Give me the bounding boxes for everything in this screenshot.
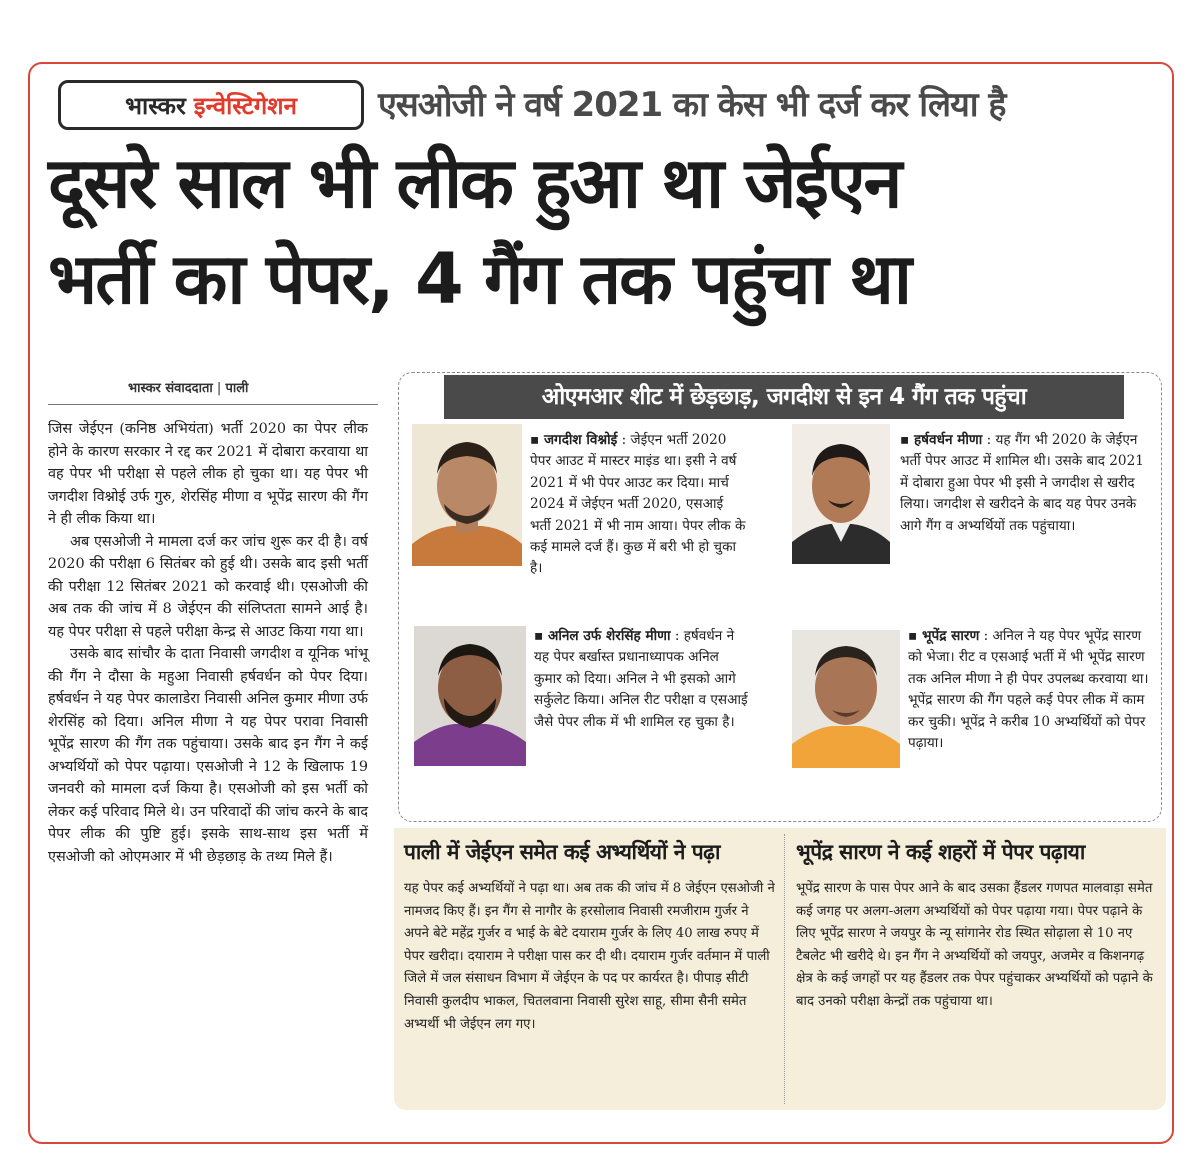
- bottom-heading-pali: पाली में जेईएन समेत कई अभ्यर्थियों ने पढ़ा: [404, 840, 720, 864]
- byline-reporter: भास्कर संवाददाता: [128, 381, 213, 396]
- profile-bhupendra: ▪ भूपेंद्र सारण : अनिल ने यह पेपर भूपेंद्र सारण को भेजा। रीट व एसआई भर्ती में भी भूपेंद्र सारण तक अनिल मीणा ने ही पेपर उपलब्ध करवाया था। भूपेंद्र सारण की गैंग पहले कई पेपर लीक में काम कर चुकी। भूपेंद्र ने करीब 10 अभ्यर्थियों को पेपर पढ़ाया।: [908, 628, 1149, 752]
- brand-box: [58, 80, 364, 130]
- profile-jagdish: ▪ जगदीश विश्नोई : जेईएन भर्ती 2020 पेपर आउट में मास्टर माइंड था। इसी ने वर्ष 2021 में भी पेपर आउट कर दिया। मार्च 2024 में जेईएन भर्ती 2020, एसआई भर्ती 2021 में भी नाम आया। पेपर लीक के कई मामले दर्ज हैं। कुछ में बरी भी हो चुका है।: [530, 432, 746, 577]
- bottom-heading-bhupendra: भूपेंद्र सारण ने कई शहरों में पेपर पढ़ाया: [796, 840, 1085, 864]
- profile-name: अनिल उर्फ शेरसिंह मीणा: [547, 628, 671, 644]
- profile-text: : जेईएन भर्ती 2020 पेपर आउट में मास्टर माइंड था। इसी ने वर्ष 2021 में भी पेपर आउट कर दिया। मार्च 2024 में जेईएन भर्ती 2020, एसआई भर्ती 2021 में भी नाम आया। पेपर लीक के कई मामले दर्ज हैं। कुछ में बरी भी हो चुका है।: [530, 432, 746, 577]
- profile-name: भूपेंद्र सारण: [921, 628, 980, 644]
- panel-title: ओएमआर शीट में छेड़छाड़, जगदीश से इन 4 गैंग तक पहुंचा: [444, 375, 1124, 419]
- paragraph-3: उसके बाद सांचौर के दाता निवासी जगदीश व यूनिक भांभू की गैंग ने दौसा के महुआ निवासी हर्षवर्धन को पेपर दिया। हर्षवर्धन ने यह पेपर कालाडेरा निवासी अनिल कुमार मीणा उर्फ शेरसिंह को दिया। अनिल मीणा ने यह पेपर परावा निवासी भूपेंद्र सारण की गैंग तक पहुंचाया। उसके बाद इन गैंग ने कई अभ्यर्थियों को पेपर पढ़ाया। एसओजी ने 12 के खिलाफ 19 जनवरी को मामला दर्ज किया है। एसओजी को इस भर्ती को लेकर कई परिवाद मिले थे। उन परिवादों की जांच करने के बाद पेपर लीक की पुष्टि हुई। इसके साथ-साथ इस भर्ती में एसओजी को ओएमआर में भी छेड़छाड़ के तथ्य मिले हैं।: [48, 646, 368, 865]
- left-column: [48, 418, 368, 868]
- brand-name: भास्कर: [125, 91, 186, 120]
- byline-separator: |: [216, 381, 222, 396]
- paragraph-2: अब एसओजी ने मामला दर्ज कर जांच शुरू कर दी है। वर्ष 2020 की परीक्षा 6 सितंबर को हुई थी। उसके बाद इसी भर्ती की परीक्षा 12 सितंबर 2021 को करवाई थी। एसओजी की अब तक की जांच में 8 जेईएन की संलिप्तता सामने आई है। यह पेपर परीक्षा से पहले परीक्षा केन्द्र से आउट किया गया था।: [48, 533, 368, 640]
- profile-anil: ▪ अनिल उर्फ शेरसिंह मीणा : हर्षवर्धन ने यह पेपर बर्खास्त प्रधानाध्यापक अनिल कुमार को दिया। अनिल ने भी इसको आगे सर्कुलेट किया। अनिल रीट परीक्षा व एसआई जैसे पेपर लीक में भी शामिल रह चुका है।: [534, 628, 748, 730]
- byline: [128, 378, 248, 396]
- profile-text: : अनिल ने यह पेपर भूपेंद्र सारण को भेजा। रीट व एसआई भर्ती में भी भूपेंद्र सारण तक अनिल मीणा ने ही पेपर उपलब्ध करवाया था। भूपेंद्र सारण की गैंग पहले कई पेपर लीक में काम कर चुकी। भूपेंद्र ने करीब 10 अभ्यर्थियों को पेपर पढ़ाया।: [908, 628, 1149, 752]
- profile-text: : यह गैंग भी 2020 के जेईएन भर्ती पेपर आउट में शामिल थी। उसके बाद 2021 में दोबारा हुआ पेपर भी इसी ने जगदीश से खरीद लिया। जगदीश से खरीदने के बाद यह पेपर उनके आगे गैंग व अभ्यर्थियों तक पहुंचाया।: [900, 432, 1144, 534]
- headline: [48, 135, 1168, 327]
- profile-text: : हर्षवर्धन ने यह पेपर बर्खास्त प्रधानाध्यापक अनिल कुमार को दिया। अनिल ने भी इसको आगे सर्कुलेट किया। अनिल रीट परीक्षा व एसआई जैसे पेपर लीक में भी शामिल रह चुका है।: [534, 628, 748, 730]
- profile-name: जगदीश विश्नोई: [543, 432, 618, 448]
- byline-rule: [48, 404, 378, 405]
- column-divider: [784, 834, 785, 1104]
- byline-city: पाली: [225, 381, 249, 396]
- paragraph-1: जिस जेईएन (कनिष्ठ अभियंता) भर्ती 2020 का पेपर लीक होने के कारण सरकार ने रद्द कर 2021 में दोबारा करवाया था वह पेपर भी परीक्षा से पहले लीक हो चुका था। यह पेपर भी जगदीश विश्नोई उर्फ गुरु, शेरसिंह मीणा व भूपेंद्र सारण की गैंग ने ही लीक किया था।: [48, 421, 368, 527]
- bottom-text-pali: यह पेपर कई अभ्यर्थियों ने पढ़ा था। अब तक की जांच में 8 जेईएन एसओजी ने नामजद किए हैं। इन गैंग से नागौर के हरसोलाव निवासी रमजीराम गुर्जर ने अपने बेटे महेंद्र गुर्जर व भाई के बेटे दयाराम गुर्जर के लिए 40 लाख रुपए में पेपर खरीदा। दयाराम ने परीक्षा पास कर दी थी। दयाराम गुर्जर वर्तमान में पाली जिले में जल संसाधन विभाग में जेईएन के पद पर कार्यरत है। पीपाड़ सीटी निवासी कुलदीप भाकल, चितलवाना निवासी सुरेश साहू, सीमा सैनी समेत अभ्यर्थी भी जेईएन लग गए।: [404, 881, 775, 1032]
- brand-section: इन्वेस्टिगेशन: [193, 91, 297, 120]
- profile-name: हर्षवर्धन मीणा: [913, 432, 983, 448]
- headline-line-1: दूसरे साल भी लीक हुआ था जेईएन: [48, 142, 901, 224]
- bottom-text-bhupendra: भूपेंद्र सारण के पास पेपर आने के बाद उसका हैंडलर गणपत मालवाड़ा समेत कई जगह पर अलग-अलग अभ्यर्थियों को पेपर पढ़ाया गया। पेपर पढ़ाने के लिए भूपेंद्र सारण ने जयपुर के न्यू सांगानेर रोड स्थित सोढ़ाला से 10 नए टैबलेट भी खरीदे थे। इन गैंग ने अभ्यर्थियों को जयपुर, अजमेर व किशनगढ़ क्षेत्र के कई जगहों पर यह हैंडलर तक पेपर पहुंचाकर अभ्यर्थियों को पढ़ाने के बाद उनको परीक्षा केन्द्रों तक पहुंचाया था।: [796, 881, 1153, 1009]
- kicker: एसओजी ने वर्ष 2021 का केस भी दर्ज कर लिया है: [378, 85, 1006, 125]
- headline-line-2: भर्ती का पेपर, 4 गैंग तक पहुंचा था: [48, 238, 911, 320]
- profile-harshvardhan: ▪ हर्षवर्धन मीणा : यह गैंग भी 2020 के जेईएन भर्ती पेपर आउट में शामिल थी। उसके बाद 2021 में दोबारा हुआ पेपर भी इसी ने जगदीश से खरीद लिया। जगदीश से खरीदने के बाद यह पेपर उनके आगे गैंग व अभ्यर्थियों तक पहुंचाया।: [900, 432, 1144, 534]
